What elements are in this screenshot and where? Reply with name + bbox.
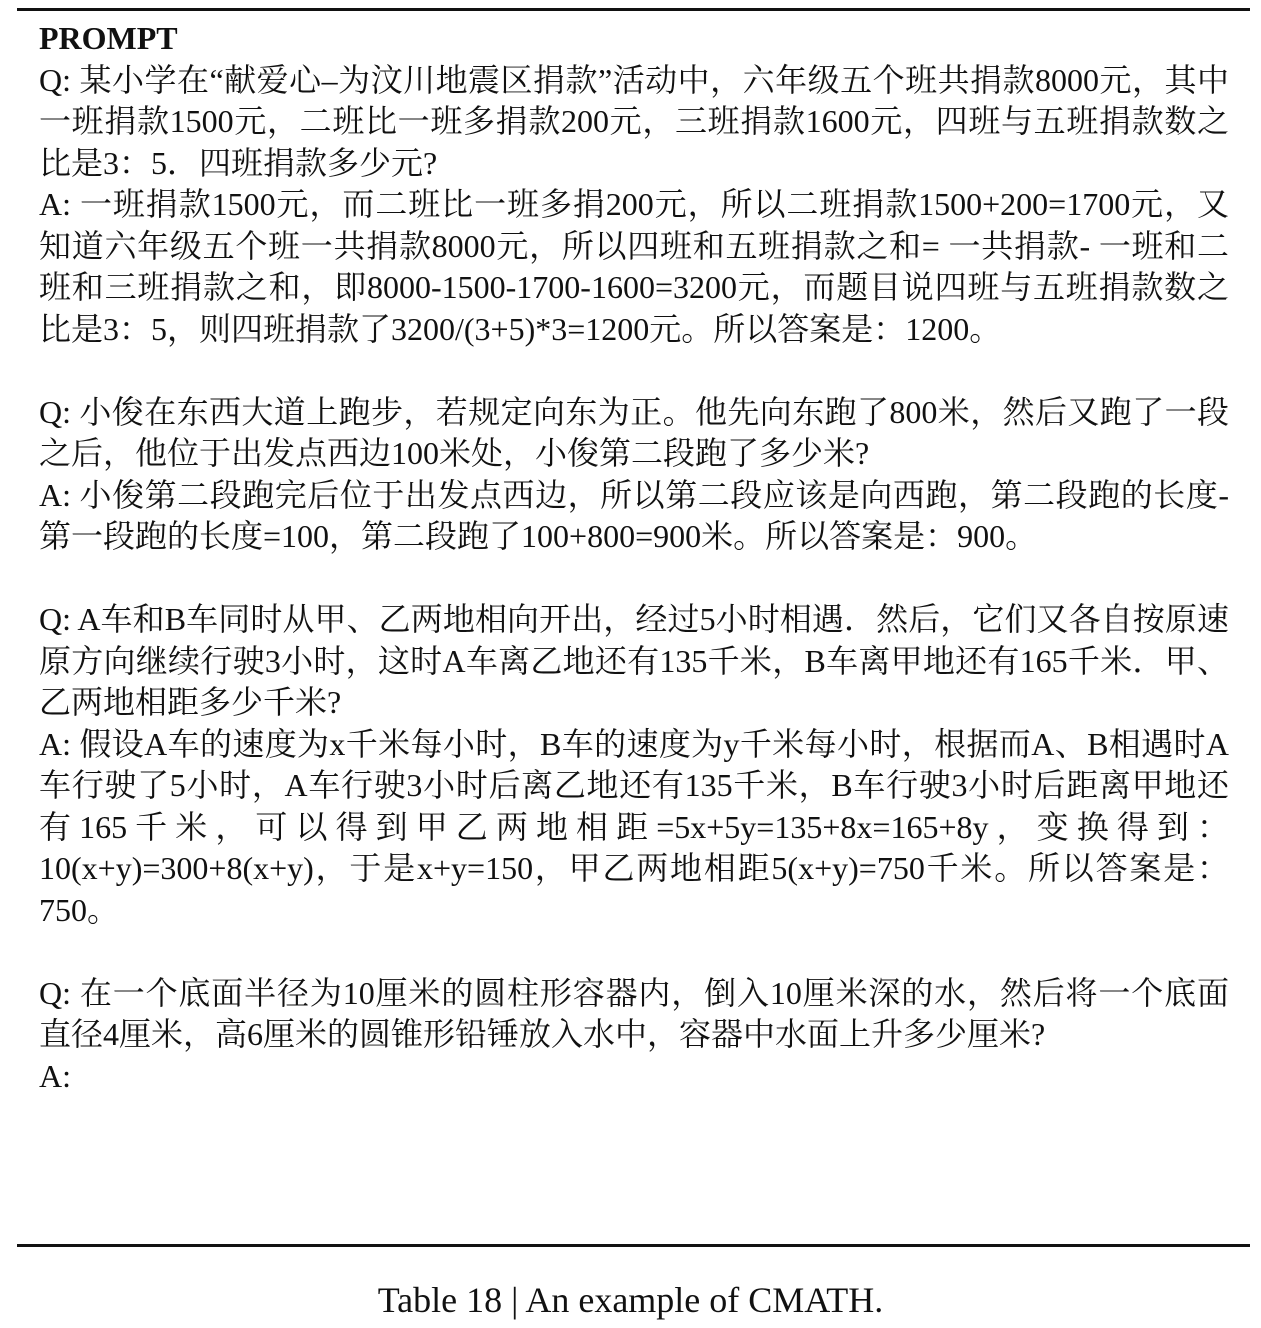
question-4: Q: 在一个底面半径为10厘米的圆柱形容器内，倒入10厘米深的水，然后将一个底面直径4厘米，高6厘米的圆锥形铅锤放入水中，容器中水面上升多少厘米? bbox=[39, 974, 1229, 1052]
question-2: Q: 小俊在东西大道上跑步，若规定向东为正。他先向东跑了800米，然后又跑了一段之后，他位于出发点西边100米处，小俊第二段跑了多少米? bbox=[39, 393, 1229, 471]
example-3 bbox=[39, 599, 1229, 931]
question-3: Q: A车和B车同时从甲、乙两地相向开出，经过5小时相遇．然后，它们又各自按原速原方向继续行驶3小时，这时A车离乙地还有135千米，B车离甲地还有165千米．甲、乙两地相距多少千米? bbox=[39, 601, 1229, 720]
example-2 bbox=[39, 392, 1229, 558]
example-4 bbox=[39, 973, 1229, 1098]
answer-2: A: 小俊第二段跑完后位于出发点西边，所以第二段应该是向西跑，第二段跑的长度-第一段跑的长度=100，第二段跑了100+800=900米。所以答案是：900。 bbox=[39, 476, 1229, 554]
spacer bbox=[39, 350, 1229, 392]
spacer bbox=[39, 931, 1229, 973]
table-top-rule bbox=[17, 8, 1250, 11]
table-header: PROMPT bbox=[39, 20, 178, 56]
table-caption: Table 18 | An example of CMATH. bbox=[377, 1280, 884, 1320]
prompt-table bbox=[39, 18, 1229, 1097]
answer-3: A: 假设A车的速度为x千米每小时，B车的速度为y千米每小时，根据而A、B相遇时A车行驶了5小时，A车行驶3小时后离乙地还有135千米，B车行驶3小时后距离甲地还有165千米，可以得到甲乙两地相距=5x+5y=135+8x=165+8y，变换得到：10(x+y)=300+8(x+y)，于是x+y=150，甲乙两地相距5(x+y)=750千米。所以答案是：750。 bbox=[39, 725, 1229, 928]
spacer bbox=[39, 558, 1229, 600]
answer-1: A: 一班捐款1500元，而二班比一班多捐200元，所以二班捐款1500+200=1700元，又知道六年级五个班一共捐款8000元，所以四班和五班捐款之和= 一共捐款- 一班和二班和三班捐款之和，即8000-1500-1700-1600=3200元，而题目说四班与五班捐款数之比是3：5，则四班捐款了3200/(3+5)*3=1200元。所以答案是：1200。 bbox=[39, 186, 1229, 347]
table-bottom-rule bbox=[17, 1244, 1250, 1247]
example-1 bbox=[39, 60, 1229, 351]
answer-4: A: bbox=[39, 1057, 71, 1094]
question-1: Q: 某小学在“献爱心–为汶川地震区捐款”活动中，六年级五个班共捐款8000元，其中一班捐款1500元，二班比一班多捐款200元，三班捐款1600元，四班与五班捐款数之比是3：5．四班捐款多少元? bbox=[39, 61, 1229, 181]
